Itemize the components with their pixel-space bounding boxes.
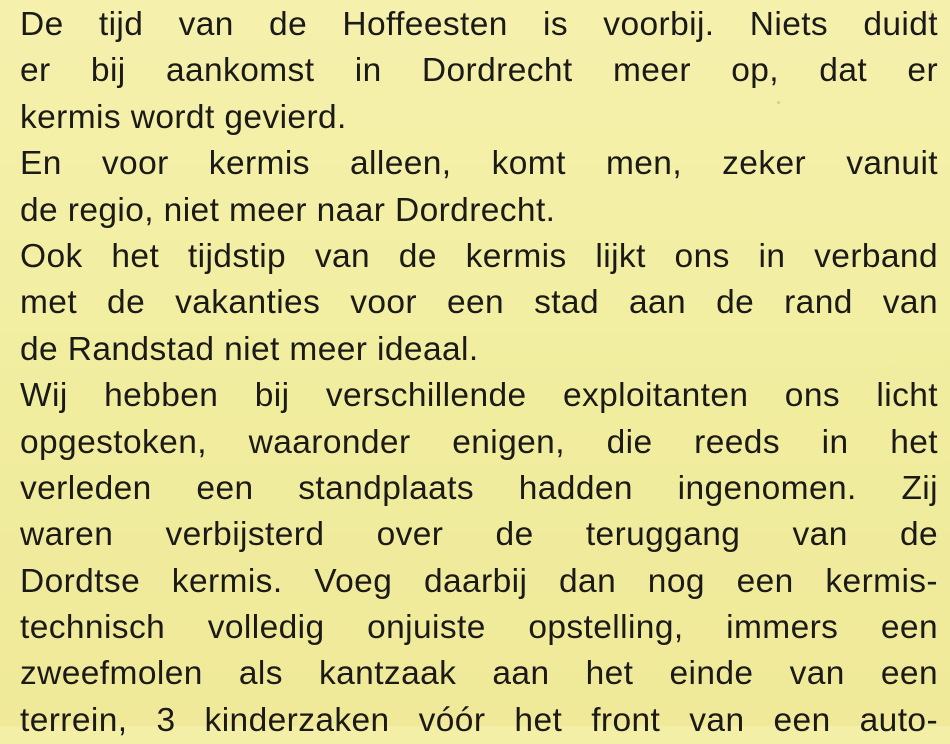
- text-line: er bij aankomst in Dordrecht meer op, dat er: [20, 52, 938, 90]
- text-line: Dordtse kermis. Voeg daarbij dan nog een kermis-: [20, 562, 938, 600]
- text-line: Wij hebben bij verschillende exploitanten ons licht: [20, 377, 938, 415]
- text-line: met de vakanties voor een stad aan de rand van: [20, 284, 938, 322]
- text-line: Ook het tijdstip van de kermis lijkt ons in verband: [20, 237, 938, 275]
- text-line: de Randstad niet meer ideaal.: [20, 330, 479, 368]
- text-line: En voor kermis alleen, komt men, zeker vanuit: [20, 145, 938, 183]
- text-line: opgestoken, waaronder enigen, die reeds in het: [20, 423, 938, 461]
- text-line: waren verbijsterd over de teruggang van de: [20, 516, 938, 554]
- text-line: de regio, niet meer naar Dordrecht.: [20, 191, 556, 229]
- text-line: technisch volledig onjuiste opstelling, immers een: [20, 609, 938, 647]
- text-line: zweefmolen als kantzaak aan het einde van een: [20, 655, 938, 693]
- text-line: verleden een standplaats hadden ingenomen. Zij: [20, 469, 938, 507]
- text-line: terrein, 3 kinderzaken vóór het front van een auto-: [20, 701, 938, 739]
- body-text: [20, 2, 938, 744]
- text-line: De tijd van de Hoffeesten is voorbij. Niets duidt: [20, 6, 938, 43]
- text-line: kermis wordt gevierd.: [20, 98, 347, 136]
